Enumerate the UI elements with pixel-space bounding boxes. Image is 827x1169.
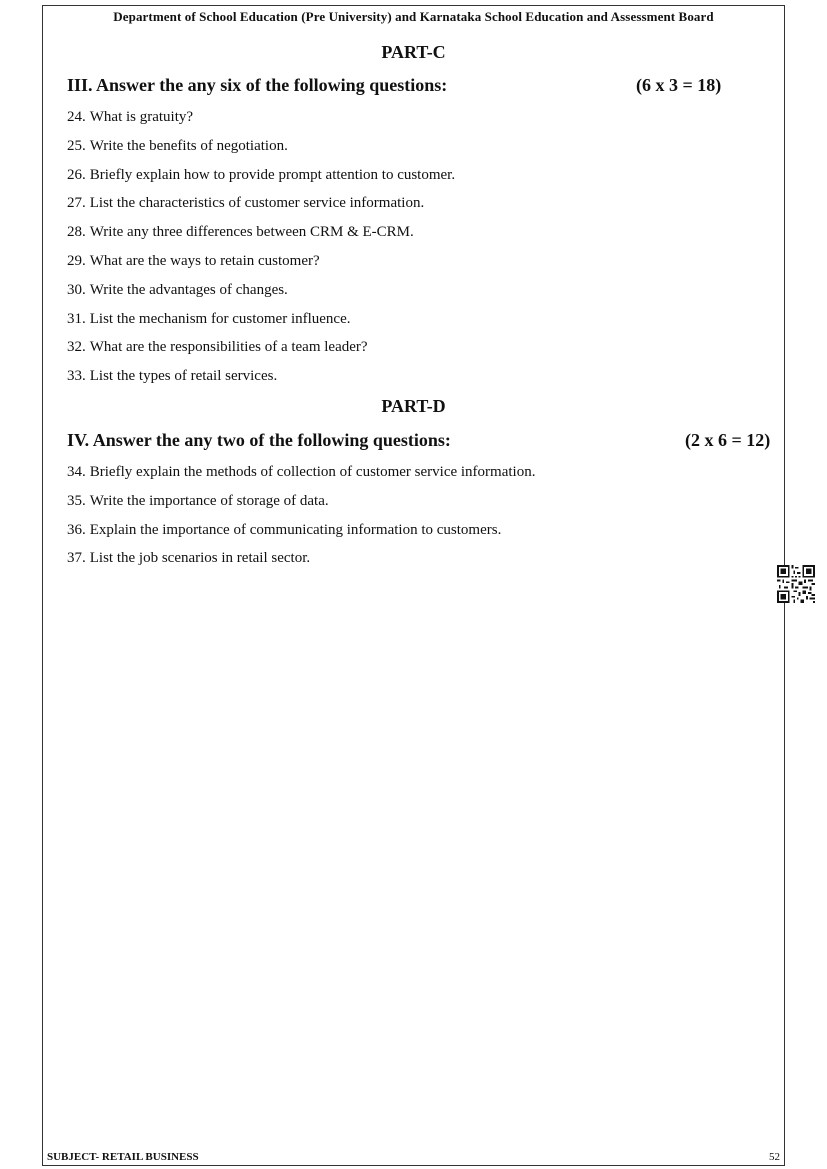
question-number: 30. (67, 281, 86, 298)
question-text: List the characteristics of customer service information. (89, 195, 425, 212)
question-item (67, 108, 455, 137)
question-number: 25. (67, 137, 86, 154)
question-text: Briefly explain the methods of collection of customer service information. (89, 464, 536, 480)
board-header: Department of School Education (Pre University) and Karnataka School Education and Assessment Board (113, 9, 714, 24)
footer-subject: SUBJECT- RETAIL BUSINESS (47, 1151, 199, 1163)
question-item (67, 166, 455, 195)
question-text: What is gratuity? (89, 109, 194, 125)
question-item (67, 367, 455, 396)
question-number: 35. (67, 492, 86, 509)
question-number: 34. (67, 464, 86, 480)
part-d-marks: (2 x 6 = 12) (685, 430, 771, 450)
question-text: List the job scenarios in retail sector. (89, 550, 311, 567)
question-number: 24. (67, 109, 86, 125)
question-number: 33. (67, 368, 86, 385)
question-item (67, 194, 455, 223)
question-number: 36. (67, 521, 86, 538)
question-number: 31. (67, 310, 86, 327)
question-text: Write the benefits of negotiation. (89, 137, 288, 154)
part-d-heading: IV. Answer the any two of the following questions: (67, 430, 451, 450)
question-text: What are the responsibilities of a team leader? (89, 339, 368, 356)
question-text: List the mechanism for customer influence. (89, 310, 351, 327)
question-item (67, 223, 455, 252)
part-d-title: PART-D (381, 396, 446, 416)
question-text: Explain the importance of communicating information to customers. (89, 521, 502, 538)
question-number: 32. (67, 339, 86, 356)
part-c-question-list (67, 108, 455, 396)
question-text: Write the advantages of changes. (89, 281, 288, 298)
page-number: 52 (769, 1151, 780, 1163)
question-text: Write the importance of storage of data. (89, 492, 329, 509)
question-item (67, 137, 455, 166)
question-item (67, 338, 455, 367)
question-item (67, 492, 535, 521)
question-text: What are the ways to retain customer? (89, 252, 320, 269)
question-number: 28. (67, 224, 86, 241)
question-number: 26. (67, 166, 86, 183)
question-text: Briefly explain how to provide prompt attention to customer. (89, 166, 456, 183)
part-d-question-list (67, 463, 535, 578)
question-text: Write any three differences between CRM & E-CRM. (89, 224, 414, 241)
part-c-marks: (6 x 3 = 18) (636, 75, 722, 95)
question-item (67, 281, 455, 310)
question-number: 27. (67, 195, 86, 212)
question-item (67, 463, 535, 492)
qr-code-icon (777, 565, 815, 603)
question-item (67, 549, 535, 578)
part-c-heading: III. Answer the any six of the following questions: (67, 75, 448, 95)
part-c-title: PART-C (381, 42, 446, 62)
question-number: 37. (67, 550, 86, 567)
question-text: List the types of retail services. (89, 368, 278, 385)
question-item (67, 252, 455, 281)
question-item (67, 310, 455, 339)
question-number: 29. (67, 252, 86, 269)
question-item (67, 521, 535, 550)
